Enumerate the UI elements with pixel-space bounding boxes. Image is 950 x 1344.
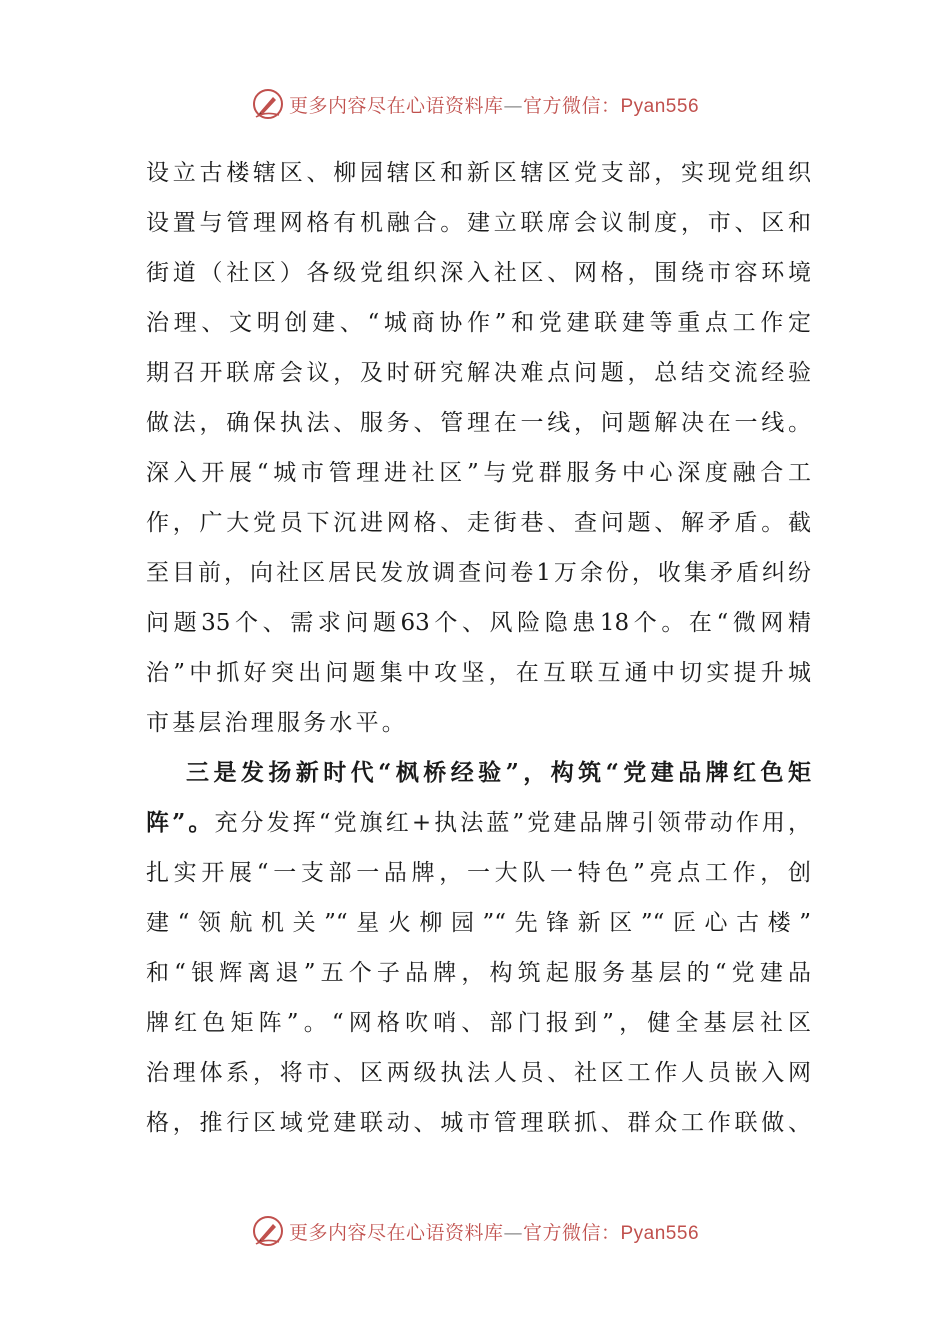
text-line: 治理、文明创建、“城商协作”和党建联建等重点工作定 <box>146 310 811 336</box>
banner-brand: 更多内容尽在心语资料库 <box>288 94 504 117</box>
text-line: 深入开展“城市管理进社区”与党群服务中心深度融合工 <box>146 460 811 486</box>
text-line: 至目前，向社区居民发放调查问卷1万余份，收集矛盾纠纷 <box>146 560 811 586</box>
text-line: 做法，确保执法、服务、管理在一线，问题解决在一线。 <box>146 410 811 436</box>
text-line <box>146 798 811 848</box>
section-heading: 三是发扬新时代“枫桥经验”，构筑“党建品牌红色矩 <box>186 759 811 786</box>
text-line: 格，推行区域党建联动、城市管理联抓、群众工作联做、 <box>146 1110 811 1136</box>
text-line: 问题35个、需求问题63个、风险隐患18个。在“微网精 <box>146 610 811 636</box>
text-line: 扎实开展“一支部一品牌，一大队一特色”亮点工作，创 <box>146 860 811 886</box>
text-line: 设置与管理网格有机融合。建立联席会议制度，市、区和 <box>146 210 811 236</box>
text-line: 建“领航机关”“星火柳园”“先锋新区”“匠心古楼” <box>146 910 811 936</box>
banner-dash: — <box>503 1221 523 1244</box>
text-line: 和“银辉离退”五个子品牌，构筑起服务基层的“党建品 <box>146 960 811 986</box>
section-heading-end: 阵”。 <box>146 809 215 836</box>
text-line: 牌红色矩阵”。“网格吹哨、部门报到”，健全基层社区 <box>146 1010 811 1036</box>
text-line: 设立古楼辖区、柳园辖区和新区辖区党支部，实现党组织 <box>146 160 811 186</box>
banner-wechat-id: Pyan556 <box>620 1222 700 1244</box>
banner-wechat-label: 官方微信： <box>522 1221 621 1244</box>
text-line-rest: 充分发挥“党旗红+执法蓝”党建品牌引领带动作用， <box>214 810 811 836</box>
banner-text <box>289 1218 699 1245</box>
text-line: 市基层治理服务水平。 <box>146 710 408 736</box>
text-line: 作，广大党员下沉进网格、走街巷、查问题、解矛盾。截 <box>146 510 811 536</box>
pen-logo-icon <box>251 87 285 121</box>
banner-brand: 更多内容尽在心语资料库 <box>288 1221 504 1244</box>
text-line: 期召开联席会议，及时研究解决难点问题，总结交流经验 <box>146 360 811 386</box>
header-banner <box>0 82 950 126</box>
footer-banner <box>0 1209 950 1253</box>
pen-logo-icon <box>251 1214 285 1248</box>
banner-text <box>289 91 699 118</box>
banner-wechat-label: 官方微信： <box>522 94 621 117</box>
text-line: 治”中抓好突出问题集中攻坚，在互联互通中切实提升城 <box>146 660 811 686</box>
text-line: 治理体系，将市、区两级执法人员、社区工作人员嵌入网 <box>146 1060 811 1086</box>
banner-wechat-id: Pyan556 <box>620 95 700 117</box>
banner-dash: — <box>503 94 523 117</box>
document-body <box>146 148 811 1148</box>
text-line: 街道（社区）各级党组织深入社区、网格，围绕市容环境 <box>146 260 811 286</box>
